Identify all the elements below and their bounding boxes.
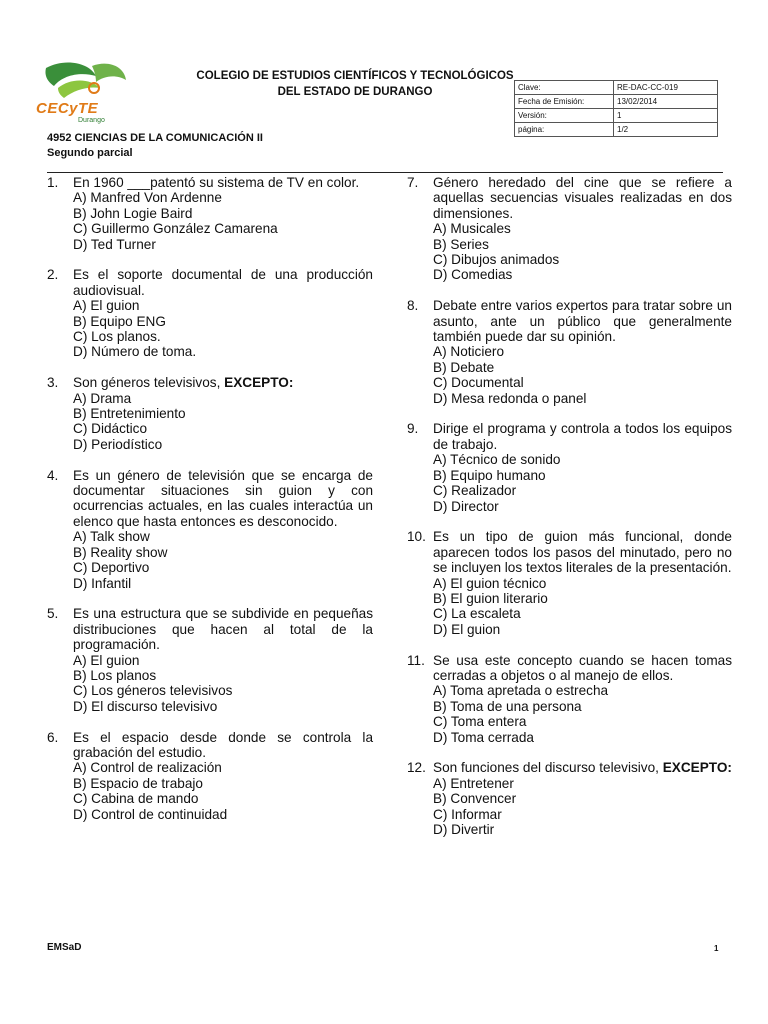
title-line-1: COLEGIO DE ESTUDIOS CIENTÍFICOS Y TECNOLÓGICOS: [196, 70, 514, 82]
question-text: Son géneros televisivos,: [73, 375, 225, 391]
question-item: [47, 267, 373, 359]
question-text: Debate entre varios expertos para tratar sobre un asunto, ante un público que generalmente también puede dar su opinión.: [433, 298, 732, 345]
document-meta-table: [514, 80, 718, 137]
meta-value: 1/2: [614, 123, 718, 137]
answer-option: D) Director: [433, 498, 499, 514]
question-stem: [73, 375, 373, 390]
question-number: 2.: [47, 267, 59, 283]
question-stem: [73, 468, 373, 530]
question-item: [407, 529, 732, 637]
question-number: 4.: [47, 467, 59, 483]
exam-name: Segundo parcial: [47, 147, 133, 159]
answer-option: A) Control de realización: [73, 760, 222, 776]
answer-option: C) Informar: [433, 806, 502, 822]
question-item: [47, 468, 373, 591]
questions-column-left: [47, 175, 373, 837]
answer-option: C) Dibujos animados: [433, 252, 560, 268]
question-item: [407, 298, 732, 406]
question-text: En 1960 ___patentó su sistema de TV en color.: [73, 175, 360, 190]
answer-option: D) Control de continuidad: [73, 806, 228, 822]
answer-option: A) Manfred Von Ardenne: [73, 190, 222, 206]
header-divider: [47, 172, 723, 173]
question-number: 3.: [47, 375, 59, 391]
answer-option: C) Cabina de mando: [73, 791, 199, 807]
question-text: Son funciones del discurso televisivo,: [433, 760, 663, 776]
answer-option: B) Espacio de trabajo: [73, 775, 203, 791]
answer-option: B) Reality show: [73, 544, 168, 560]
question-emphasis: EXCEPTO:: [662, 760, 732, 776]
question-text: Se usa este concepto cuando se hacen tomas cerradas a objetos o al manejo de ellos.: [433, 652, 732, 683]
question-item: [407, 653, 732, 745]
question-text: Es un género de televisión que se encarga de documentar situaciones sin guion y con ocurrencias actuales, en las cuales interactúa un elenco que hasta entonces es desconocido.: [73, 467, 373, 529]
answer-option: D) El guion: [433, 621, 501, 637]
question-text: Es una estructura que se subdivide en pequeñas distribuciones que hacen al total de la programación.: [73, 606, 373, 653]
question-number: 8.: [407, 298, 419, 314]
question-item: [407, 421, 732, 513]
course-info: [47, 131, 263, 161]
answer-option: B) Series: [433, 236, 489, 252]
question-item: [47, 606, 373, 714]
answer-option: B) Los planos: [73, 667, 157, 683]
answer-option: D) El discurso televisivo: [73, 698, 218, 714]
answer-option: D) Toma cerrada: [433, 729, 534, 745]
answer-option: A) El guion: [73, 298, 140, 314]
question-text: Es un tipo de guion más funcional, donde aparecen todos los pasos del minutado, pero no se incluyen los textos literales de la presentación.: [433, 529, 732, 576]
answer-option: A) Entretener: [433, 775, 514, 791]
institution-title: [150, 68, 560, 100]
footer-label: EMSaD: [47, 942, 82, 953]
question-number: 7.: [407, 175, 419, 190]
answer-option: B) Equipo humano: [433, 467, 546, 483]
question-stem: [433, 298, 732, 344]
page-number: 1: [714, 944, 719, 953]
meta-key: Fecha de Emisión:: [515, 95, 614, 109]
meta-value: RE-DAC-CC-019: [614, 81, 718, 95]
question-stem: [433, 421, 732, 452]
question-item: [47, 730, 373, 822]
logo-wordmark: [36, 100, 105, 124]
question-stem: [433, 175, 732, 221]
answer-option: B) Toma de una persona: [433, 698, 582, 714]
answer-option: B) Entretenimiento: [73, 406, 186, 422]
answer-option: A) Toma apretada o estrecha: [433, 683, 609, 699]
question-stem: [73, 175, 373, 190]
meta-row: [515, 81, 718, 95]
question-number: 6.: [47, 729, 59, 745]
answer-option: D) Periodístico: [73, 436, 163, 452]
answer-option: B) Convencer: [433, 791, 517, 807]
answer-option: B) John Logie Baird: [73, 205, 193, 221]
answer-option: A) Noticiero: [433, 344, 505, 360]
answer-option: B) Debate: [433, 359, 495, 375]
course-name: 4952 CIENCIAS DE LA COMUNICACIÓN II: [47, 132, 263, 144]
answer-option: A) Técnico de sonido: [433, 452, 561, 468]
meta-key: página:: [515, 123, 614, 137]
question-item: [407, 760, 732, 837]
question-item: [47, 175, 373, 252]
logo-text: CECyTE: [36, 100, 99, 117]
answer-option: C) Toma entera: [433, 714, 527, 730]
answer-option: C) Los géneros televisivos: [73, 683, 233, 699]
answer-option: A) Drama: [73, 390, 132, 406]
meta-key: Versión:: [515, 109, 614, 123]
question-item: [407, 175, 732, 283]
answer-option: C) Los planos.: [73, 329, 161, 345]
meta-row: [515, 123, 718, 137]
question-number: 5.: [47, 606, 59, 622]
answer-option: D) Divertir: [433, 821, 495, 837]
meta-value: 13/02/2014: [614, 95, 718, 109]
answer-option: C) Documental: [433, 375, 524, 391]
answer-option: A) Talk show: [73, 529, 150, 545]
answer-option: A) El guion técnico: [433, 575, 547, 591]
answer-option: C) La escaleta: [433, 606, 521, 622]
question-number: 1.: [47, 175, 59, 190]
answer-option: D) Infantil: [73, 575, 132, 591]
question-text: Es el soporte documental de una producción audiovisual.: [73, 267, 373, 298]
answer-option: A) El guion: [73, 652, 140, 668]
meta-row: [515, 95, 718, 109]
question-number: 11.: [407, 652, 425, 668]
answer-option: D) Número de toma.: [73, 344, 197, 360]
answer-option: C) Deportivo: [73, 560, 150, 576]
question-stem: [433, 529, 732, 575]
title-line-2: DEL ESTADO DE DURANGO: [277, 86, 433, 98]
meta-value: 1: [614, 109, 718, 123]
question-text: Género heredado del cine que se refiere a aquellas secuencias visuales realizadas en dos dimensiones.: [433, 175, 732, 221]
question-number: 9.: [407, 421, 419, 437]
question-stem: [433, 760, 732, 775]
meta-key: Clave:: [515, 81, 614, 95]
question-stem: [433, 653, 732, 684]
answer-option: C) Guillermo González Camarena: [73, 221, 278, 237]
question-emphasis: EXCEPTO:: [224, 375, 294, 391]
question-text: Es el espacio desde donde se controla la grabación del estudio.: [73, 729, 373, 760]
answer-option: D) Comedias: [433, 267, 513, 283]
answer-option: B) El guion literario: [433, 590, 548, 606]
questions-column-right: [407, 175, 732, 853]
answer-option: A) Musicales: [433, 221, 511, 237]
question-stem: [73, 606, 373, 652]
question-number: 10.: [407, 529, 426, 545]
question-item: [47, 375, 373, 452]
logo-subtext: Durango: [78, 117, 105, 124]
answer-option: C) Didáctico: [73, 421, 148, 437]
answer-option: D) Mesa redonda o panel: [433, 390, 587, 406]
answer-option: C) Realizador: [433, 483, 517, 499]
question-number: 12.: [407, 760, 426, 776]
question-stem: [73, 267, 373, 298]
question-text: Dirige el programa y controla a todos los equipos de trabajo.: [433, 421, 732, 452]
meta-row: [515, 109, 718, 123]
answer-option: D) Ted Turner: [73, 236, 156, 252]
answer-option: B) Equipo ENG: [73, 313, 166, 329]
question-stem: [73, 730, 373, 761]
